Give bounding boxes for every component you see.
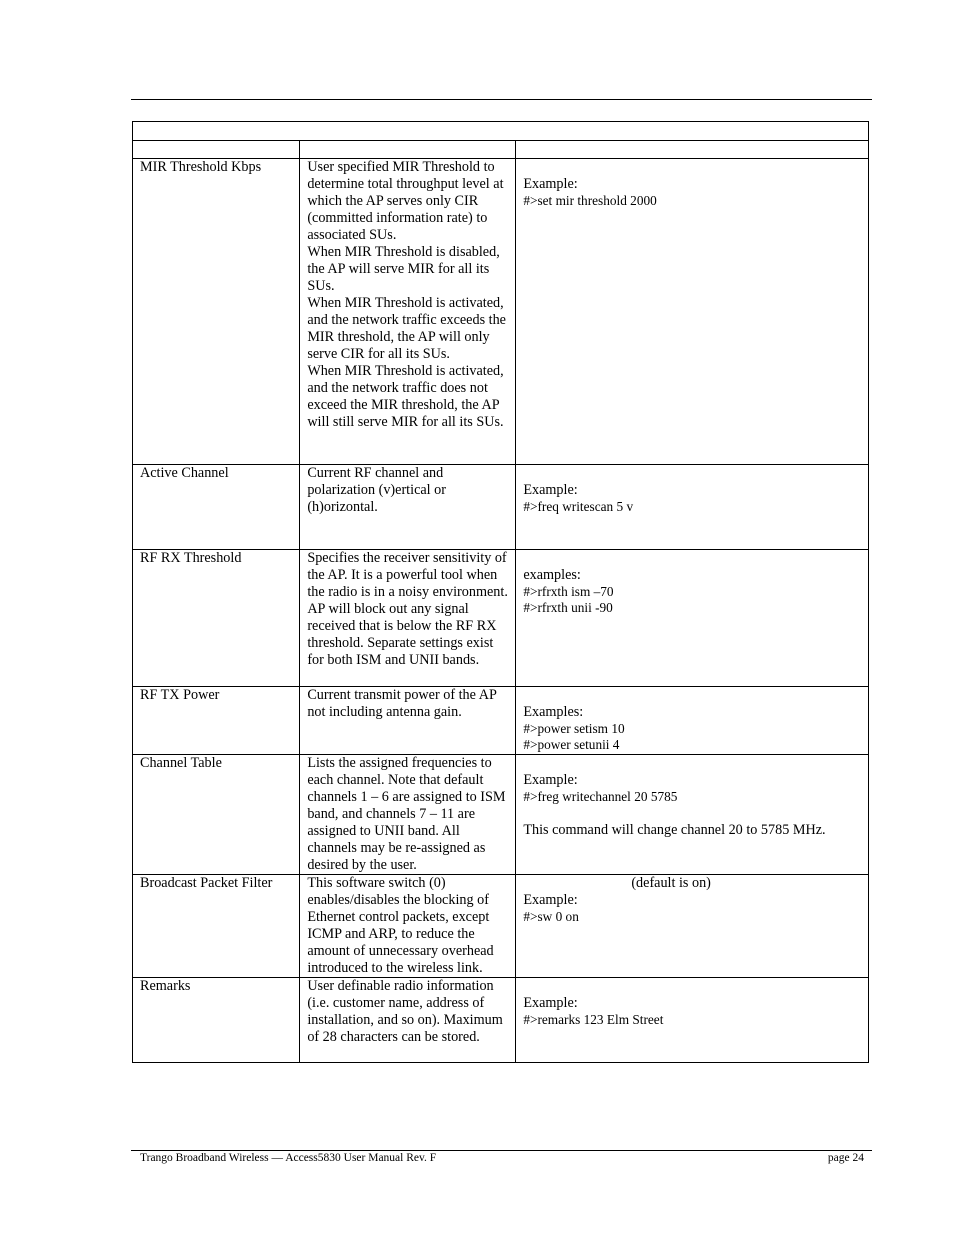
- example-label: Example:: [523, 176, 578, 192]
- parameter-name: Broadcast Packet Filter: [133, 875, 300, 978]
- example-command: #>power setism 10: [523, 721, 625, 736]
- example-label: Examples:: [523, 704, 584, 720]
- footer-rule: [131, 1150, 872, 1151]
- parameter-name: Remarks: [133, 978, 300, 1063]
- example-cell: [516, 159, 869, 465]
- parameter-description: User definable radio information (i.e. customer name, address of installation, and so on). Maximum of 28 characters can be stored.: [300, 978, 516, 1063]
- parameter-name: RF TX Power: [133, 687, 300, 755]
- example-command: #>sw 0 on: [523, 909, 579, 924]
- table-row: [133, 875, 869, 978]
- default-note: (default is on): [631, 875, 711, 891]
- parameter-description: Specifies the receiver sensitivity of the AP. It is a powerful tool when the radio is in a noisy environment. AP will block out any signal received that is below the RF RX threshold. Separate settings exist for both ISM and UNII bands.: [300, 550, 516, 687]
- table-header-row: [133, 141, 869, 159]
- example-label: Example:: [523, 995, 578, 1011]
- example-note: This command will change channel 20 to 5785 MHz.: [523, 822, 826, 838]
- example-label: Example:: [523, 482, 578, 498]
- page-number: page 24: [827, 1152, 864, 1164]
- header-rule: [131, 99, 872, 100]
- example-command: #>freq writescan 5 v: [523, 499, 634, 514]
- parameter-description: Current RF channel and polarization (v)ertical or (h)orizontal.: [300, 465, 516, 550]
- parameter-name: MIR Threshold Kbps: [133, 159, 300, 465]
- parameter-name: Active Channel: [133, 465, 300, 550]
- table-title-cell: [133, 122, 869, 141]
- table-title-row: [133, 122, 869, 141]
- example-cell: [516, 687, 869, 755]
- example-label: examples:: [523, 567, 581, 583]
- example-cell: [516, 755, 869, 875]
- header-cell-command: [516, 141, 869, 159]
- table-row: [133, 159, 869, 465]
- example-cell: [516, 978, 869, 1063]
- parameter-description: User specified MIR Threshold to determine total throughput level at which the AP serves only CIR (committed information rate) to associated SUs. When MIR Threshold is disabled, the AP will serve MIR for all its SUs. When MIR Threshold is activated, and the network traffic exceeds the MIR threshold, the AP will only serve CIR for all its SUs. When MIR Threshold is activated, and the network traffic does not exceed the MIR threshold, the AP will still serve MIR for all its SUs.: [300, 159, 516, 465]
- example-cell: [516, 465, 869, 550]
- parameter-table: [132, 121, 869, 1063]
- footer-title: Trango Broadband Wireless — Access5830 User Manual Rev. F: [140, 1152, 437, 1164]
- header-cell-description: [300, 141, 516, 159]
- example-command: #>rfrxth ism –70: [523, 584, 614, 599]
- table-row: [133, 687, 869, 755]
- parameter-name: RF RX Threshold: [133, 550, 300, 687]
- example-command: #>power setunii 4: [523, 737, 620, 752]
- table-row: [133, 550, 869, 687]
- example-label: Example:: [523, 772, 578, 788]
- parameter-name: Channel Table: [133, 755, 300, 875]
- example-command: #>remarks 123 Elm Street: [523, 1012, 664, 1027]
- example-cell: [516, 875, 869, 978]
- example-cell: [516, 550, 869, 687]
- parameter-description: Lists the assigned frequencies to each channel. Note that default channels 1 – 6 are assigned to ISM band, and channels 7 – 11 are assigned to UNII band. All channels may be re-assigned as desired by the user.: [300, 755, 516, 875]
- example-command: #>set mir threshold 2000: [523, 193, 657, 208]
- parameter-description: This software switch (0) enables/disables the blocking of Ethernet control packets, except ICMP and ARP, to reduce the amount of unnecessary overhead introduced to the wireless link.: [300, 875, 516, 978]
- header-cell-parameter: [133, 141, 300, 159]
- example-label: Example:: [523, 892, 578, 908]
- table-row: [133, 465, 869, 550]
- example-command: #>freg writechannel 20 5785: [523, 789, 678, 804]
- example-command: #>rfrxth unii -90: [523, 600, 613, 615]
- table-row: [133, 755, 869, 875]
- table-row: [133, 978, 869, 1063]
- parameter-description: Current transmit power of the AP not including antenna gain.: [300, 687, 516, 755]
